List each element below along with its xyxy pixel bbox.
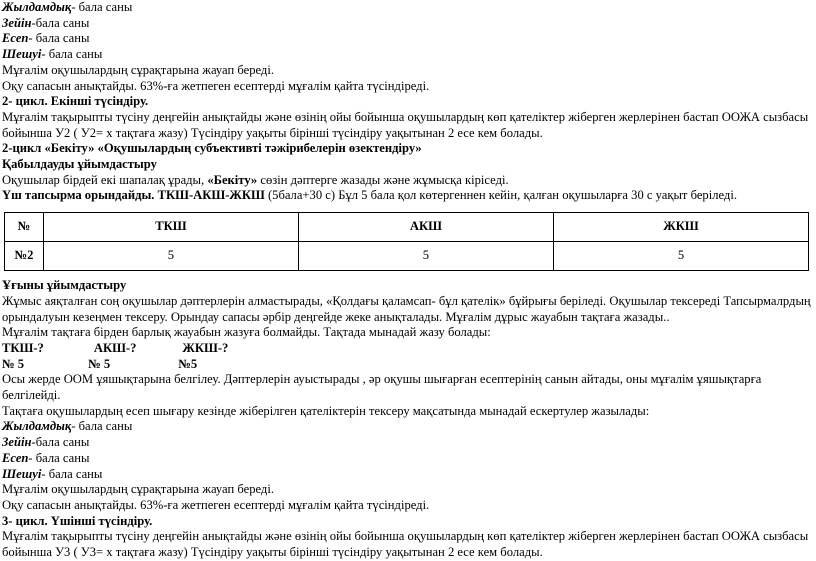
mistakes-line: Тақтаға оқушылардың есеп шығару кезінде жіберілген қателіктерін тексеру мақсатында мынадай ескертулер жазылады:: [2, 403, 650, 418]
three-task-bold: Үш тапсырма орындайды. ТКШ-АКШ-ЖКШ: [2, 188, 265, 203]
fast-line: [2, 0, 814, 16]
q-tksh: ТКШ-?: [2, 340, 44, 355]
q-aksh: АКШ-?: [93, 340, 137, 355]
solve-label-2: Шешуі: [2, 466, 42, 481]
q-zhksh: ЖКШ-?: [182, 340, 229, 355]
cycle3-title: 3- цикл. Үшінші түсіндіру.: [2, 513, 153, 528]
fast-line-2: [2, 419, 814, 435]
n3: №5: [178, 356, 198, 371]
calc-label-2: Есеп: [2, 450, 29, 465]
header-tksh: ТКШ: [43, 213, 298, 242]
attentive-line: [2, 16, 814, 32]
calc-line-2: [2, 451, 814, 467]
calc-label: Есеп: [2, 31, 29, 46]
solve-rest: - бала саны: [41, 47, 103, 62]
attentive-label: Зейін: [2, 15, 32, 30]
cycle2-text: Мұғалім тақырыпты түсіну деңгейін анықтайды және өзінің ойы бойынша оқушылардың көп қателіктер жіберген жерлерінен бастап ООЖА сызбасы бойынша У2 ( У2= х тақтаға жазу) Түсіндіру уақыты бірінші түсіндіру уақытынан 2 есе кем болады.: [2, 109, 809, 140]
reception-title: Қабылдауды ұйымдастыру: [2, 157, 157, 172]
fast-label: Жылдамдық: [2, 0, 72, 14]
numbers-line: [2, 357, 814, 373]
attentive-label-2: Зейін: [2, 435, 32, 450]
pairs-suffix: сөзін дәптерге жазады және жұмысқа кіріседі.: [257, 172, 509, 187]
attentive-rest-2: -бала саны: [31, 435, 90, 450]
fast-label-2: Жылдамдық: [2, 419, 72, 434]
n1: № 5: [2, 356, 25, 371]
header-number: №: [5, 213, 44, 242]
row-number: №2: [5, 242, 44, 271]
pairs-prefix: Оқушылар бірдей екі шапалақ ұрады,: [2, 172, 208, 187]
consolidation-title: 2-цикл «Бекіту» «Оқушылардың субъективті тәжірибелерін өзектендіру»: [2, 141, 422, 156]
header-zhksh: ЖКШ: [553, 213, 808, 242]
cycle2-title: 2- цикл. Екінші түсіндіру.: [2, 94, 149, 109]
fast-rest-2: - бала саны: [71, 419, 133, 434]
solve-line-2: [2, 467, 814, 483]
pairs-line: [2, 173, 814, 189]
n2: № 5: [88, 356, 111, 371]
calc-rest: - бала саны: [28, 31, 90, 46]
quality-line: Оқу сапасын анықтайды. 63%-ға жетпеген есептерді мұғалім қайта түсіндіреді.: [2, 78, 430, 93]
solve-label: Шешуі: [2, 47, 42, 62]
three-task-line: [2, 188, 814, 204]
questions-line: [2, 341, 814, 357]
score-table: [4, 212, 809, 271]
row-tksh-value: 5: [43, 242, 298, 271]
header-aksh: АКШ: [298, 213, 553, 242]
calc-rest-2: - бала саны: [28, 450, 90, 465]
calc-line: [2, 31, 814, 47]
pairs-bold: «Бекіту»: [207, 172, 258, 187]
table-row: [5, 242, 809, 271]
exchange-text: Жұмыс аяқталған соң оқушылар дәптерлерін алмастырады, «Қолдағы қаламсап- бұл қателік» бұйрығы беріледі. Оқушылар тексереді Тапсырмалрдың орындалуын кезеңмен тексеру. Орындау сапасы әрбір деңгейде жеке анықталады. Мұғалім дұрыс жауабын тақтаға жазады..: [2, 293, 811, 324]
oom-text: Осы жерде ООМ ұяшықтарына белгілеу. Дәптерлерін ауыстырады , әр оқушы шығарған есептерінің санын айтады, оны мұғалім ұяшықтарға белгілейді.: [2, 372, 762, 403]
teacher-answers-line-2: Мұғалім оқушылардың сұрақтарына жауап береді.: [2, 482, 274, 497]
organize-title: Ұғыны ұйымдастыру: [2, 278, 127, 293]
three-task-rest: (5бала+30 с) Бұл 5 бала қол көтергеннен кейін, қалған оқушыларға 30 с уақыт беріледі.: [264, 188, 737, 203]
attentive-line-2: [2, 435, 814, 451]
quality-line-2: Оқу сапасын анықтайды. 63%-ға жетпеген есептерді мұғалім қайта түсіндіреді.: [2, 497, 430, 512]
table-header-row: [5, 213, 809, 242]
solve-line: [2, 47, 814, 63]
cycle3-text: Мұғалім тақырыпты түсіну деңгейін анықтайды және өзінің ойы бойынша оқушылардың көп қателіктер жіберген жерлерінен бастап ООЖА сызбасы бойынша У3 ( У3= х тақтаға жазу) Түсіндіру уақыты бірінші түсіндіру уақытынан 2 есе кем болады.: [2, 529, 809, 560]
attentive-rest: -бала саны: [31, 15, 90, 30]
board-line: Мұғалім тақтаға бірден барлық жауабын жазуға болмайды. Тақтада мынадай жазу болады:: [2, 325, 491, 340]
row-aksh-value: 5: [298, 242, 553, 271]
row-zhksh-value: 5: [553, 242, 808, 271]
solve-rest-2: - бала саны: [41, 466, 103, 481]
teacher-answers-line: Мұғалім оқушылардың сұрақтарына жауап береді.: [2, 62, 274, 77]
fast-rest: - бала саны: [71, 0, 133, 14]
